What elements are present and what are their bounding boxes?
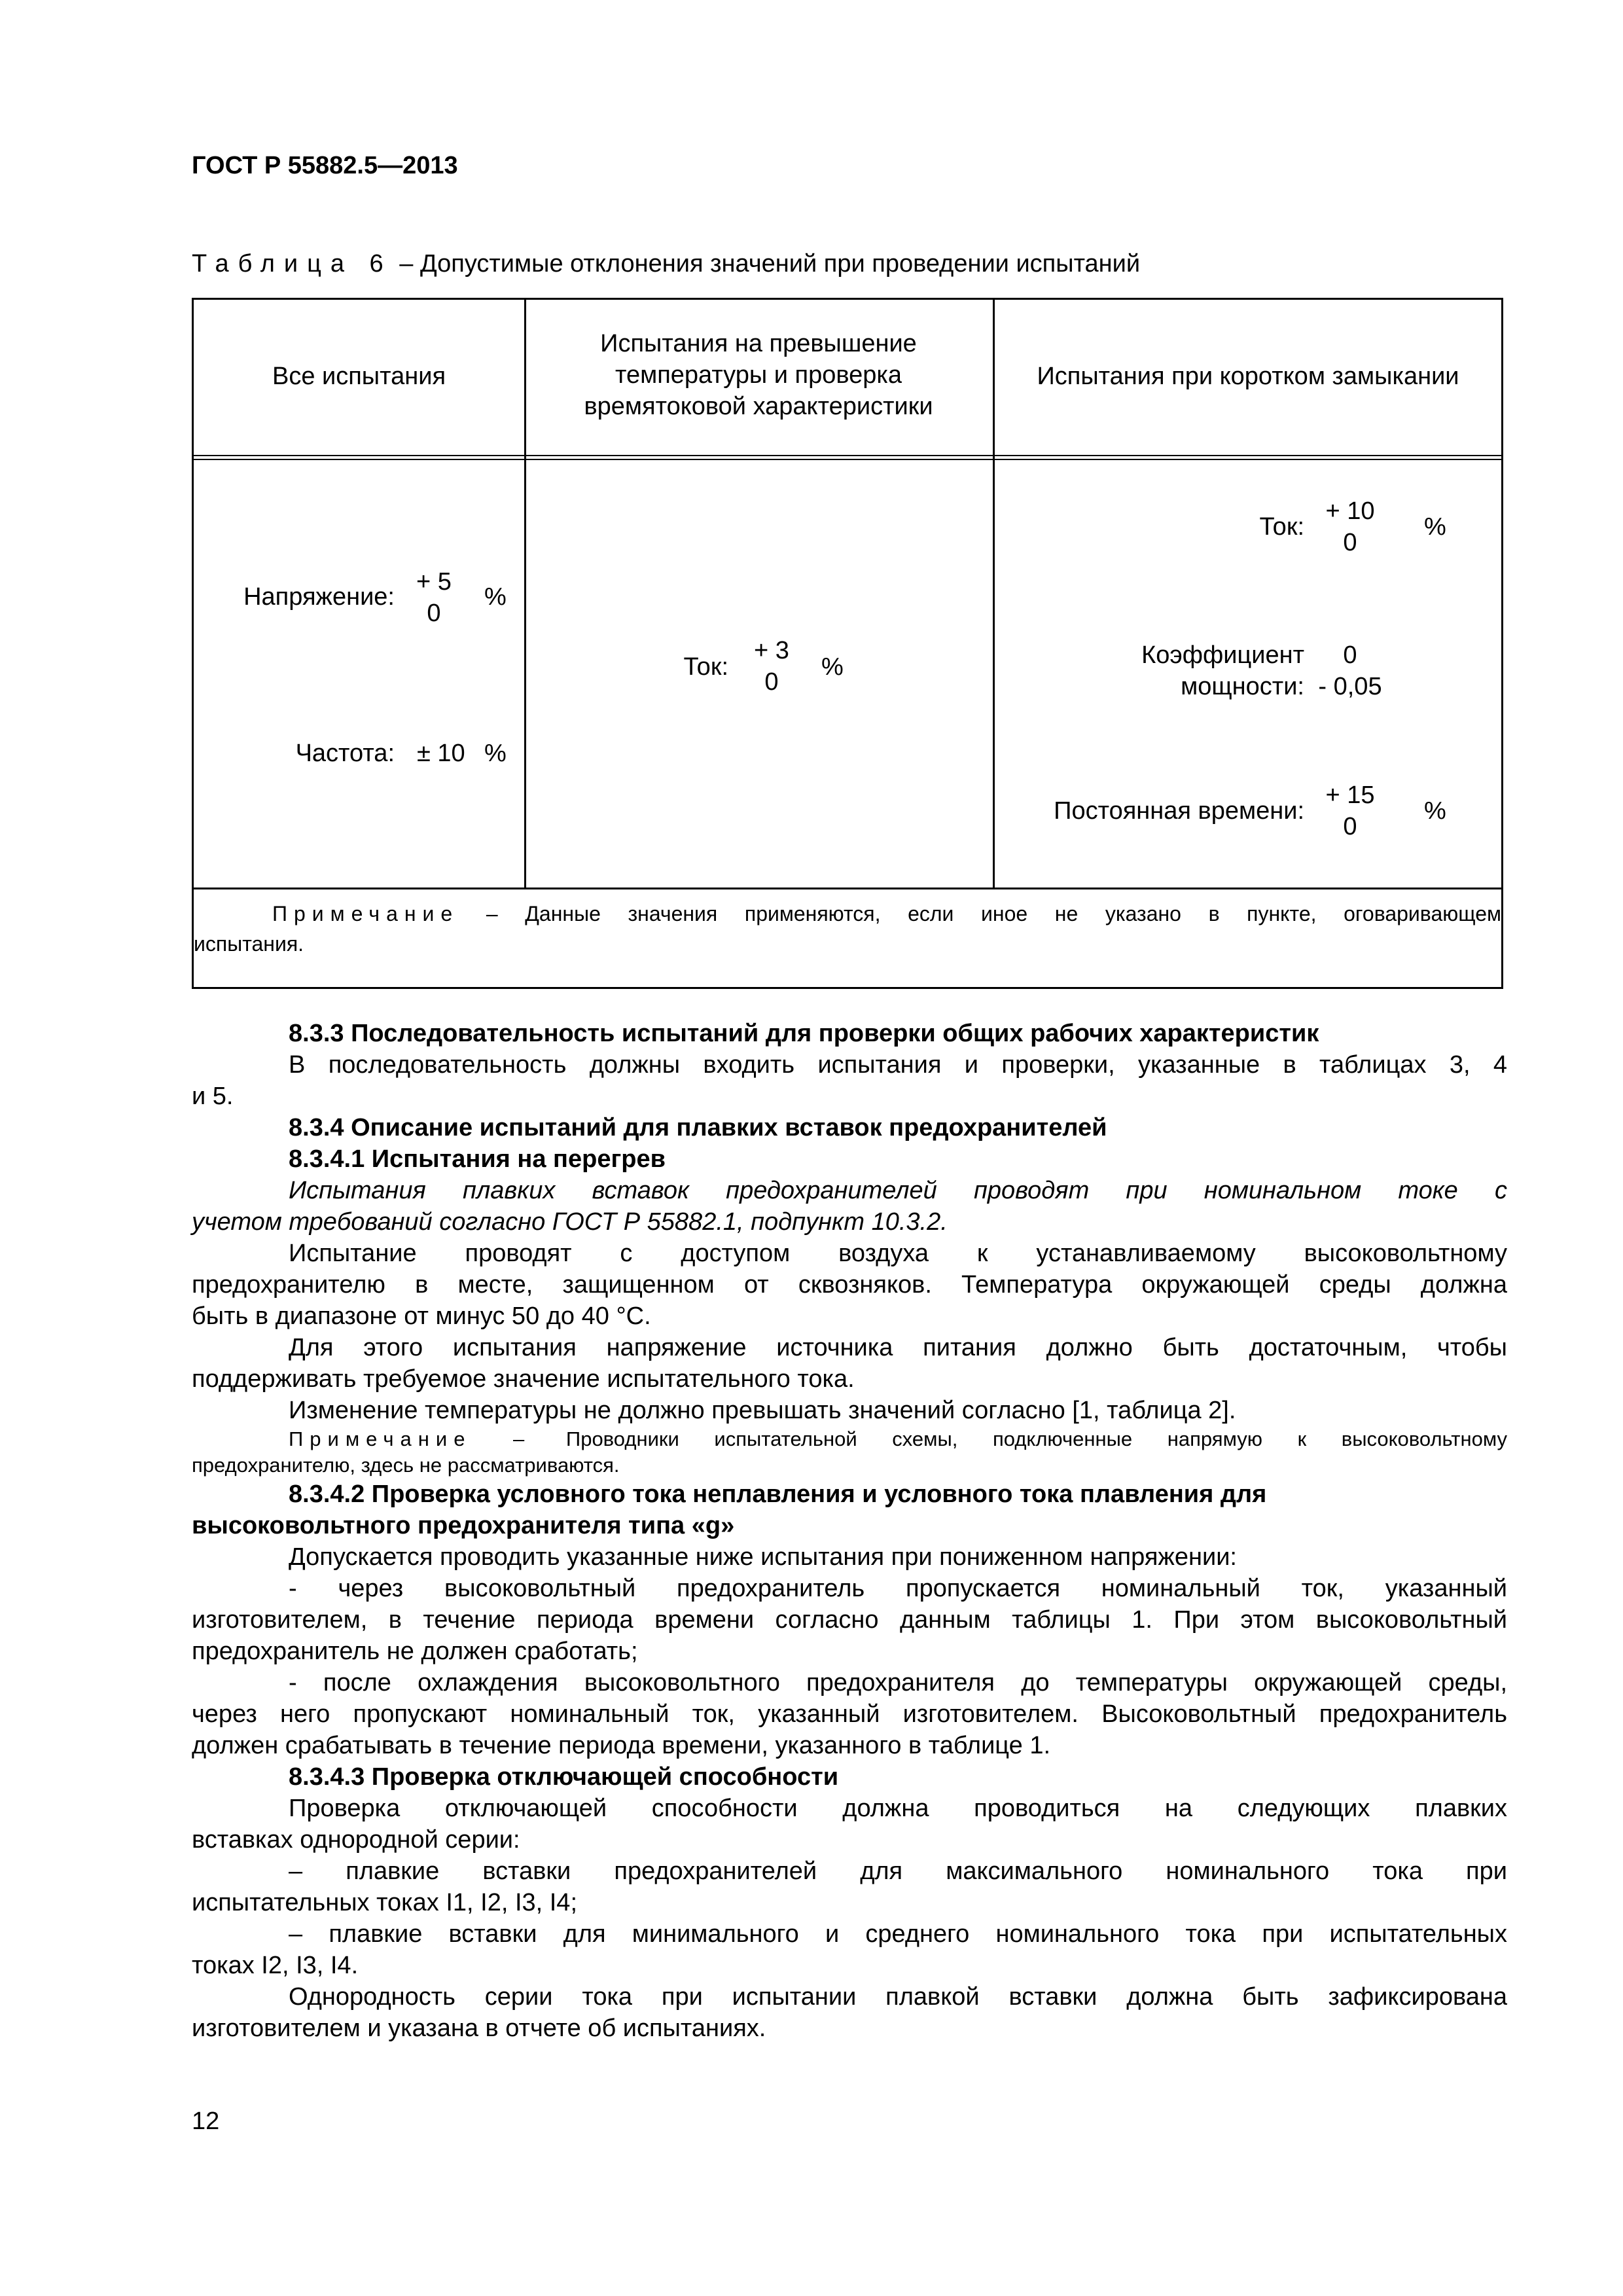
table-note-line-2: испытания.: [194, 932, 304, 956]
s8341-p4: Изменение температуры не должно превышать значений согласно [1, таблица 2].: [289, 1397, 1236, 1424]
document-body: [192, 1018, 1507, 2044]
document-header: ГОСТ Р 55882.5—2013: [192, 152, 458, 179]
header-temperature-tests: Испытания на превышение температуры и проверка времятоковой характеристики: [584, 330, 933, 420]
time-constant-plus: + 15: [1325, 781, 1375, 809]
table-note-text: – Данные значения применяются, если иное не указано в пункте, оговаривающем: [486, 902, 1502, 925]
s8341-note-text: Проводники испытательной схемы, подключенные напрямую к высоковольтному: [565, 1427, 1507, 1450]
section-8-3-4-2-title-line-1: 8.3.4.2 Проверка условного тока неплавления и условного тока плавления для: [289, 1480, 1267, 1508]
s8343-p2-line-1: Однородность серии тока при испытании плавкой вставки должна быть зафиксирована: [289, 1983, 1507, 2011]
s833-text-line-1: В последовательность должны входить испытания и проверки, указанные в таблицах 3, 4: [289, 1051, 1507, 1079]
s8341-p3-line-1: Для этого испытания напряжение источника питания должно быть достаточным, чтобы: [289, 1334, 1507, 1361]
table-caption: [192, 250, 1140, 278]
power-factor-label-2: мощности:: [1181, 673, 1304, 700]
section-8-3-4-3-title: 8.3.4.3 Проверка отключающей способности: [289, 1763, 839, 1791]
s8341-p1-line-1: Испытания плавких вставок предохранителей проводят при номинальном токе с: [289, 1177, 1507, 1204]
voltage-label: Напряжение:: [243, 583, 395, 611]
col3-current-label: Ток:: [1259, 513, 1304, 541]
table-caption-dash: –: [399, 250, 414, 278]
voltage-plus: + 5: [416, 568, 452, 596]
col3-current-plus: + 10: [1325, 497, 1375, 525]
table-caption-label: Таблица 6: [192, 250, 393, 278]
col2-current-plus: + 3: [754, 637, 789, 664]
s8342-bullet-1-line-3: предохранитель не должен сработать;: [192, 1638, 638, 1665]
power-factor-label-1: Коэффициент: [1141, 641, 1304, 669]
frequency-label: Частота:: [295, 740, 395, 767]
voltage-unit: %: [484, 583, 507, 611]
s8343-bullet-1-line-1: – плавкие вставки предохранителей для максимального номинального тока при: [289, 1857, 1507, 1885]
s8342-p1: Допускается проводить указанные ниже испытания при пониженном напряжении:: [289, 1543, 1237, 1571]
s8343-p1-line-2: вставках однородной серии:: [192, 1826, 520, 1854]
s8341-p3-line-2: поддерживать требуемое значение испытательного тока.: [192, 1365, 855, 1393]
s8342-bullet-2-line-3: должен срабатывать в течение периода времени, указанного в таблице 1.: [192, 1732, 1051, 1759]
power-factor-minus: - 0,05: [1318, 673, 1382, 700]
page-number: 12: [192, 2108, 220, 2135]
section-8-3-4-2-title-line-2: высоковольтного предохранителя типа «g»: [192, 1512, 735, 1539]
s8343-p1-line-1: Проверка отключающей способности должна проводиться на следующих плавких: [289, 1795, 1507, 1822]
voltage-minus: 0: [427, 600, 441, 627]
col3-current-minus: 0: [1343, 529, 1357, 556]
section-8-3-4-1-title: 8.3.4.1 Испытания на перегрев: [289, 1145, 666, 1173]
section-8-3-3-title: 8.3.3 Последовательность испытаний для проверки общих рабочих характеристик: [289, 1020, 1319, 1047]
tolerance-table: [192, 298, 1503, 989]
s8342-bullet-1-line-1: - через высоковольтный предохранитель пропускается номинальный ток, указанный: [289, 1575, 1507, 1602]
s8341-note-label: Примечание –: [289, 1427, 531, 1450]
s8341-p1-line-2: учетом требований согласно ГОСТ Р 55882.1, подпункт 10.3.2.: [192, 1208, 948, 1236]
s8342-bullet-2-line-1: - после охлаждения высоковольтного предохранителя до температуры окружающей среды,: [289, 1669, 1507, 1696]
col2-current-label: Ток:: [683, 653, 728, 681]
table-caption-title: Допустимые отклонения значений при проведении испытаний: [419, 250, 1141, 278]
s8343-bullet-2-line-1: – плавкие вставки для минимального и среднего номинального тока при испытательных: [289, 1920, 1507, 1948]
s8343-bullet-1-line-2: испытательных токах I1, I2, I3, I4;: [192, 1889, 577, 1916]
time-constant-label: Постоянная времени:: [1054, 797, 1304, 825]
section-8-3-4-title: 8.3.4 Описание испытаний для плавких вставок предохранителей: [289, 1114, 1107, 1141]
col2-current-unit: %: [821, 653, 844, 681]
frequency-unit: %: [484, 740, 507, 767]
time-constant-minus: 0: [1343, 813, 1357, 840]
s8341-note-line-2: предохранителю, здесь не рассматриваются.: [192, 1454, 620, 1477]
s8341-p2-line-1: Испытание проводят с доступом воздуха к устанавливаемому высоковольтному: [289, 1240, 1507, 1267]
frequency-value: ± 10: [417, 740, 465, 767]
s8341-p2-line-2: предохранителю в месте, защищенном от сквозняков. Температура окружающей среды должна: [192, 1271, 1507, 1299]
s8342-bullet-2-line-2: через него пропускают номинальный ток, указанный изготовителем. Высоковольтный предохранитель: [192, 1700, 1507, 1728]
s833-text-line-2: и 5.: [192, 1083, 234, 1110]
table-note-line-1: [194, 899, 1501, 929]
header-short-circuit-tests: Испытания при коротком замыкании: [1037, 363, 1459, 390]
col3-current-unit: %: [1424, 513, 1446, 541]
time-constant-unit: %: [1424, 797, 1446, 825]
power-factor-plus: 0: [1343, 641, 1357, 669]
col2-current-minus: 0: [764, 668, 779, 696]
s8341-p2-line-3: быть в диапазоне от минус 50 до 40 °С.: [192, 1302, 651, 1330]
table-note-label: Примечание: [272, 902, 459, 925]
s8341-note-line-1: [192, 1426, 1507, 1452]
s8343-p2-line-2: изготовителем и указана в отчете об испытаниях.: [192, 2015, 766, 2042]
s8343-bullet-2-line-2: токах I2, I3, I4.: [192, 1952, 359, 1979]
s8342-bullet-1-line-2: изготовителем, в течение периода времени согласно данным таблицы 1. При этом высоковольтный: [192, 1606, 1507, 1634]
header-all-tests: Все испытания: [272, 363, 446, 390]
